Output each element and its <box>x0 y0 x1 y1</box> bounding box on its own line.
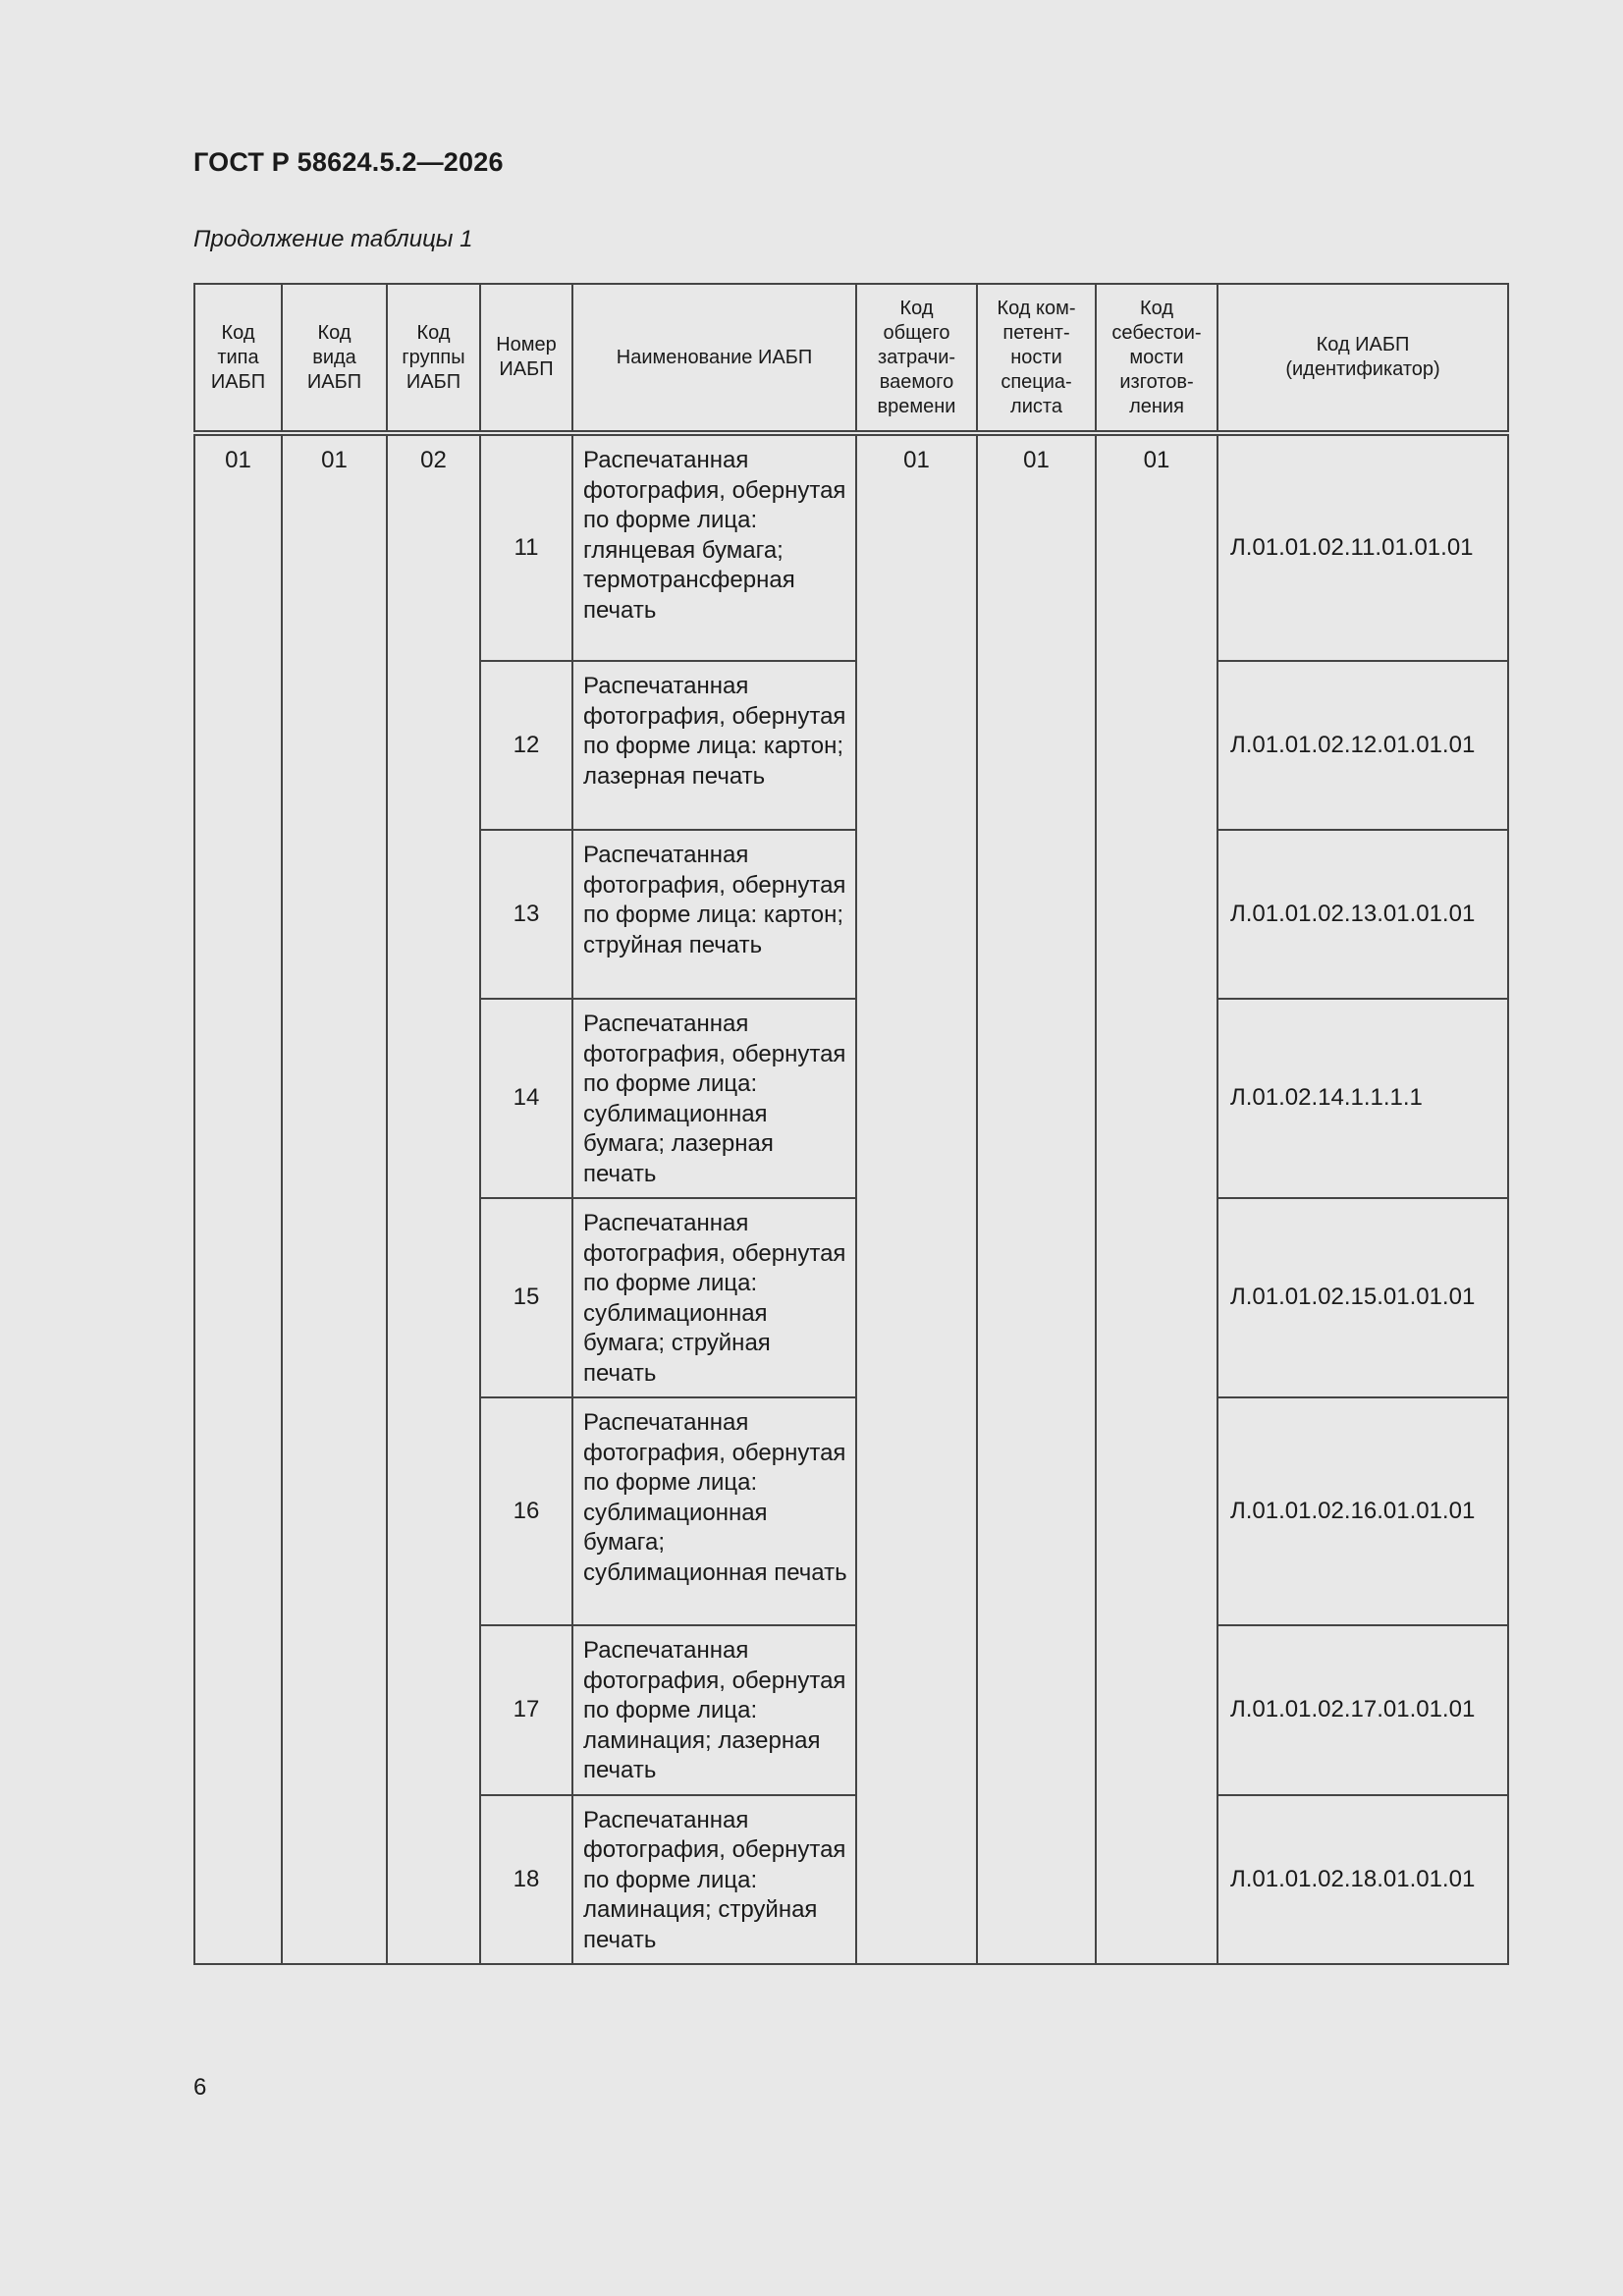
type-code-cell: 01 <box>194 433 282 1964</box>
iabp-table <box>193 283 1509 1965</box>
row-iabp-code: Л.01.02.14.1.1.1.1 <box>1217 999 1508 1198</box>
competence-code-cell: 01 <box>977 433 1096 1964</box>
header-type-code: Код типа ИАБП <box>194 284 282 433</box>
table-row <box>194 433 1508 661</box>
row-name: Распечатанная фотография, обернутая по форме лица: ламинация; лазерная печать <box>572 1625 856 1795</box>
cost-code-cell: 01 <box>1096 433 1217 1964</box>
row-number: 12 <box>480 661 572 830</box>
header-time-code: Код общего затрачи-ваемого времени <box>856 284 977 433</box>
row-iabp-code: Л.01.01.02.13.01.01.01 <box>1217 830 1508 999</box>
row-number: 18 <box>480 1795 572 1965</box>
row-number: 13 <box>480 830 572 999</box>
header-group-code: Код группы ИАБП <box>387 284 480 433</box>
row-name: Распечатанная фотография, обернутая по форме лица: сублимационная бумага; струйная печать <box>572 1198 856 1397</box>
header-name: Наименование ИАБП <box>572 284 856 433</box>
row-number: 17 <box>480 1625 572 1795</box>
table-caption: Продолжение таблицы 1 <box>193 226 473 252</box>
row-iabp-code: Л.01.01.02.16.01.01.01 <box>1217 1397 1508 1625</box>
row-name: Распечатанная фотография, обернутая по форме лица: глянцевая бумага; термотрансферная печать <box>572 433 856 661</box>
page-number: 6 <box>193 2074 207 2101</box>
row-iabp-code: Л.01.01.02.12.01.01.01 <box>1217 661 1508 830</box>
row-name: Распечатанная фотография, обернутая по форме лица: сублимационная бумага; сублимационная печать <box>572 1397 856 1625</box>
kind-code-cell: 01 <box>282 433 387 1964</box>
row-name: Распечатанная фотография, обернутая по форме лица: ламинация; струйная печать <box>572 1795 856 1965</box>
row-name: Распечатанная фотография, обернутая по форме лица: сублимационная бумага; лазерная печать <box>572 999 856 1198</box>
header-iabp-code: Код ИАБП (идентификатор) <box>1217 284 1508 433</box>
row-number: 11 <box>480 433 572 661</box>
row-iabp-code: Л.01.01.02.17.01.01.01 <box>1217 1625 1508 1795</box>
row-name: Распечатанная фотография, обернутая по форме лица: картон; лазерная печать <box>572 661 856 830</box>
row-iabp-code: Л.01.01.02.18.01.01.01 <box>1217 1795 1508 1965</box>
header-number: Номер ИАБП <box>480 284 572 433</box>
row-iabp-code: Л.01.01.02.15.01.01.01 <box>1217 1198 1508 1397</box>
time-code-cell: 01 <box>856 433 977 1964</box>
row-name: Распечатанная фотография, обернутая по форме лица: картон; струйная печать <box>572 830 856 999</box>
row-number: 15 <box>480 1198 572 1397</box>
row-number: 16 <box>480 1397 572 1625</box>
row-iabp-code: Л.01.01.02.11.01.01.01 <box>1217 433 1508 661</box>
document-title: ГОСТ Р 58624.5.2—2026 <box>193 147 504 177</box>
header-kind-code: Код вида ИАБП <box>282 284 387 433</box>
header-competence-code: Код ком-петент-ности специа-листа <box>977 284 1096 433</box>
header-cost-code: Код себестои-мости изготов-ления <box>1096 284 1217 433</box>
row-number: 14 <box>480 999 572 1198</box>
table-header-row <box>194 284 1508 433</box>
group-code-cell: 02 <box>387 433 480 1964</box>
